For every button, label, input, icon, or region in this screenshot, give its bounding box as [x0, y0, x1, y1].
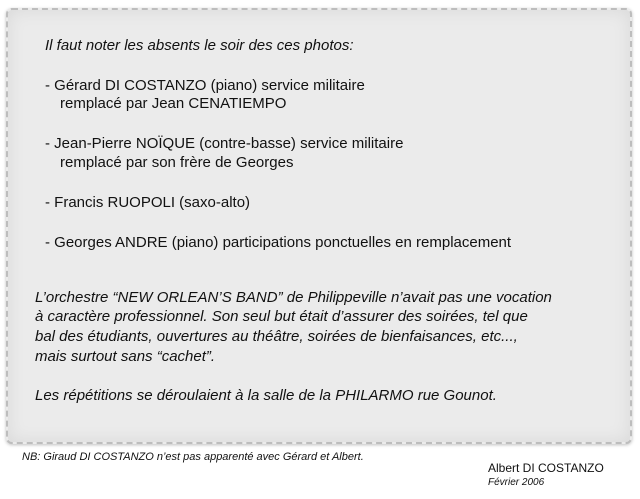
footnote: NB: Giraud DI COSTANZO n’est pas apparenté avec Gérard et Albert. [22, 451, 364, 463]
absent-item-1-line-2: remplacé par Jean CENATIEMPO [60, 95, 287, 112]
orchestre-line-1: L’orchestre “NEW ORLEAN’S BAND” de Philippeville n’avait pas une vocation [35, 289, 552, 306]
absent-item-3: - Francis RUOPOLI (saxo-alto) [45, 194, 251, 211]
signature-date: Février 2006 [488, 477, 545, 488]
absent-item-1-line-1: - Gérard DI COSTANZO (piano) service militaire [45, 77, 365, 94]
absent-item-2-line-2: remplacé par son frère de Georges [60, 154, 294, 171]
signature-name: Albert DI COSTANZO [488, 461, 604, 475]
orchestre-line-2: à caractère professionnel. Son seul but était d’assurer des soirées, tel que [35, 308, 528, 325]
absents-heading: Il faut noter les absents le soir des ces photos: [45, 37, 354, 54]
absent-item-4: - Georges ANDRE (piano) participations ponctuelles en remplacement [45, 234, 512, 251]
absent-item-2-line-1: - Jean-Pierre NOÏQUE (contre-basse) service militaire [45, 135, 404, 152]
note-card [6, 8, 632, 444]
orchestre-line-3: bal des étudiants, ouvertures au théâtre, soirées de bienfaisances, etc..., [35, 328, 518, 345]
repetitions-text: Les répétitions se déroulaient à la salle de la PHILARMO rue Gounot. [35, 387, 497, 404]
orchestre-line-4: mais surtout sans “cachet”. [35, 348, 216, 365]
